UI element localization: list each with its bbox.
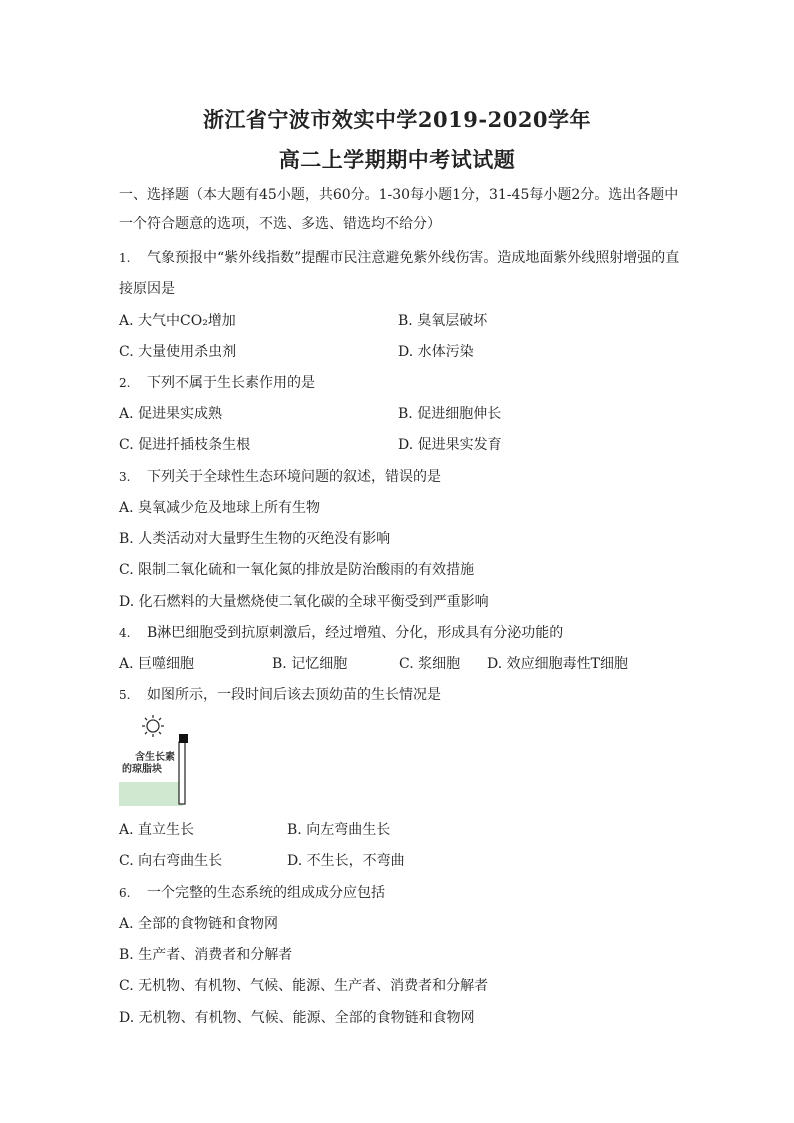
question-1-stem-cont: 接原因是: [119, 281, 175, 297]
sun-icon: [142, 715, 164, 737]
agar-label-line1: 含生长素: [135, 752, 175, 763]
agar-block: [179, 734, 188, 743]
question-text: 气象预报中“紫外线指数”提醒市民注意避免紫外线伤害。造成地面紫外线照射增强的直: [147, 250, 680, 266]
q1-option-a[interactable]: A. 大气中CO₂增加: [119, 313, 236, 329]
question-text: 下列不属于生长素作用的是: [147, 375, 315, 391]
question-number: 4.: [119, 626, 131, 640]
q4-option-b[interactable]: B. 记忆细胞: [272, 656, 348, 672]
q3-option-b[interactable]: B. 人类活动对大量野生生物的灭绝没有影响: [119, 531, 391, 547]
q6-option-c[interactable]: C. 无机物、有机物、气候、能源、生产者、消费者和分解者: [119, 978, 489, 994]
question-text: 下列关于全球性生态环境问题的叙述，错误的是: [147, 469, 441, 485]
q4-option-a[interactable]: A. 巨噬细胞: [119, 656, 195, 672]
q6-option-d[interactable]: D. 无机物、有机物、气候、能源、全部的食物链和食物网: [119, 1010, 475, 1026]
seedling-figure: [119, 712, 199, 808]
q6-option-a[interactable]: A. 全部的食物链和食物网: [119, 916, 279, 932]
q6-option-b[interactable]: B. 生产者、消费者和分解者: [119, 947, 293, 963]
q3-option-c[interactable]: C. 限制二氧化硫和一氧化氮的排放是防治酸雨的有效措施: [119, 562, 475, 578]
question-2-stem: [119, 374, 315, 392]
question-1-stem: [119, 249, 679, 267]
q5-option-a[interactable]: A. 直立生长: [119, 822, 195, 838]
soil-block: [119, 782, 183, 806]
exam-title-line2: 高二上学期期中考试试题: [278, 147, 516, 172]
q5-option-d[interactable]: D. 不生长，不弯曲: [287, 853, 405, 869]
q1-option-c[interactable]: C. 大量使用杀虫剂: [119, 344, 237, 360]
question-5-stem: [119, 686, 441, 704]
q2-option-a[interactable]: A. 促进果实成熟: [119, 406, 223, 422]
question-4-stem: [119, 624, 563, 642]
q2-option-d[interactable]: D. 促进果实发育: [398, 437, 502, 453]
question-number: 2.: [119, 376, 131, 390]
q1-option-d[interactable]: D. 水体污染: [398, 344, 474, 360]
question-number: 5.: [119, 688, 131, 702]
agar-block-label: [135, 752, 175, 764]
question-3-stem: [119, 468, 441, 486]
q4-option-c[interactable]: C. 浆细胞: [399, 656, 461, 672]
q2-option-c[interactable]: C. 促进扦插枝条生根: [119, 437, 251, 453]
section-instructions: 一、选择题（本大题有45小题，共60分。1-30每小题1分，31-45每小题2分。选出各题中一个符合题意的选项，不选、多选、错选均不给分）: [119, 187, 679, 232]
seedling-stem: [179, 742, 185, 804]
q5-option-c[interactable]: C. 向右弯曲生长: [119, 853, 223, 869]
question-6-stem: [119, 884, 385, 902]
question-number: 6.: [119, 886, 131, 900]
q3-option-a[interactable]: A. 臭氧减少危及地球上所有生物: [119, 500, 321, 516]
q5-option-b[interactable]: B. 向左弯曲生长: [287, 822, 391, 838]
agar-block-label-2: [122, 764, 162, 776]
question-text: 如图所示，一段时间后该去顶幼苗的生长情况是: [147, 687, 441, 703]
question-text: B淋巴细胞受到抗原刺激后，经过增殖、分化，形成具有分泌功能的: [147, 625, 564, 641]
agar-label-line2: 的琼脂块: [122, 764, 162, 775]
question-number: 3.: [119, 470, 131, 484]
exam-title-line1: 浙江省宁波市效实中学2019-2020学年: [202, 107, 592, 132]
q2-option-b[interactable]: B. 促进细胞伸长: [398, 406, 502, 422]
q3-option-d[interactable]: D. 化石燃料的大量燃烧使二氧化碳的全球平衡受到严重影响: [119, 594, 489, 610]
question-text: 一个完整的生态系统的组成成分应包括: [147, 885, 385, 901]
q4-option-d[interactable]: D. 效应细胞毒性T细胞: [487, 656, 628, 672]
q1-option-b[interactable]: B. 臭氧层破坏: [398, 313, 488, 329]
question-number: 1.: [119, 251, 131, 265]
